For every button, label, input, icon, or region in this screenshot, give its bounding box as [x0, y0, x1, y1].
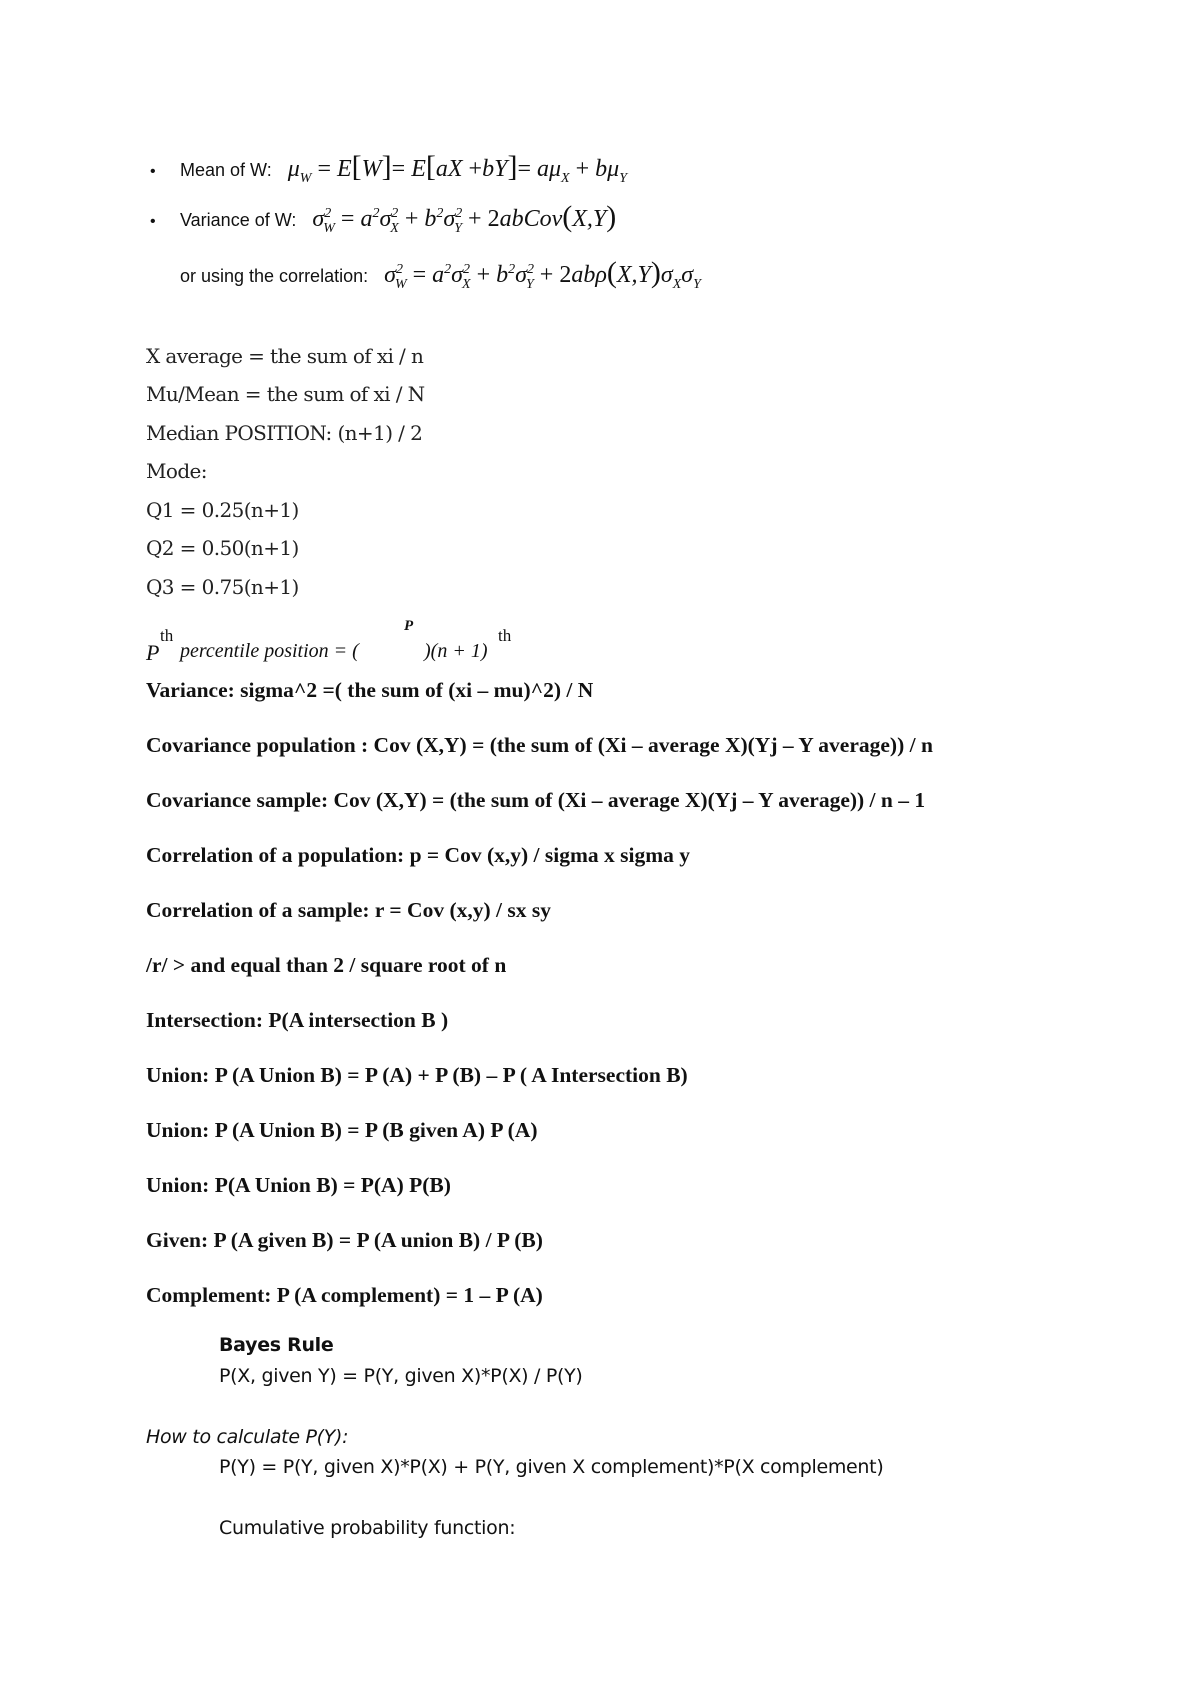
percentile-p: P — [146, 640, 160, 665]
correlation-label: or using the correlation: — [180, 266, 369, 286]
correlation-sample-line: Correlation of a sample: r = Cov (x,y) / sx sy — [146, 898, 551, 922]
variance-of-w-line — [150, 200, 616, 237]
percentile-th2: th — [498, 626, 512, 645]
how-to-calculate: How to calculate P(Y): — [146, 1426, 349, 1448]
complement-line: Complement: P (A complement) = 1 – P (A) — [146, 1283, 543, 1307]
union-line-3: Union: P(A Union B) = P(A) P(B) — [146, 1173, 451, 1197]
q2-line: Q2 = 0.50(n+1) — [146, 536, 299, 560]
percentile-close: )(n + 1) — [424, 640, 488, 662]
mean-line: Mu/Mean = the sum of xi / N — [146, 382, 425, 406]
median-line: Median POSITION: (n+1) / 2 — [146, 421, 423, 445]
q3-line: Q3 = 0.75(n+1) — [146, 575, 299, 599]
correlation-population-line: Correlation of a population: p = Cov (x,y) / sigma x sigma y — [146, 843, 690, 867]
correlation-formula: $\sigma^2_W = a^2\sigma^2_X + b^2\sigma^2_Y + 2ab\rho(X,Y)\sigma_X\sigma_Y$ — [384, 256, 701, 292]
correlation-formula-line — [180, 256, 701, 293]
given-line: Given: P (A given B) = P (A union B) / P (B) — [146, 1228, 543, 1252]
r-threshold-line: /r/ > and equal than 2 / square root of n — [146, 953, 507, 977]
variance-label: Variance of W: — [180, 210, 297, 230]
intersection-line: Intersection: P(A intersection B ) — [146, 1008, 449, 1032]
percentile-th: th — [160, 626, 174, 645]
variance-line: Variance: sigma^2 =( the sum of (xi – mu)^2) / N — [146, 678, 594, 702]
bayes-formula: P(X, given Y) = P(Y, given X)*P(X) / P(Y) — [219, 1365, 583, 1387]
union-line-2: Union: P (A Union B) = P (B given A) P (A) — [146, 1118, 538, 1142]
mode-line: Mode: — [146, 459, 207, 483]
covariance-population-line: Covariance population : Cov (X,Y) = (the sum of (Xi – average X)(Yj – Y average)) / n — [146, 733, 933, 757]
mean-of-w-line — [150, 150, 627, 187]
mean-label: Mean of W: — [180, 160, 272, 180]
bullet-icon: • — [150, 213, 156, 230]
x-average-line: X average = the sum of xi / n — [146, 344, 424, 368]
mean-formula: $\mu_W = E[W]= E[aX +bY]= a\mu_X + b\mu_Y$ — [287, 150, 627, 186]
q1-line: Q1 = 0.25(n+1) — [146, 498, 299, 522]
percentile-p-top: P — [404, 618, 414, 634]
py-formula: P(Y) = P(Y, given X)*P(X) + P(Y, given X complement)*P(X complement) — [219, 1456, 884, 1478]
bullet-icon: • — [150, 163, 156, 180]
percentile-formula — [146, 618, 746, 672]
percentile-label: percentile position = ( — [180, 640, 359, 662]
covariance-sample-line: Covariance sample: Cov (X,Y) = (the sum of (Xi – average X)(Yj – Y average)) / n – 1 — [146, 788, 926, 812]
variance-formula: $\sigma^2_W = a^2\sigma^2_X + b^2\sigma^2_Y$ + 2abCov(X,Y) — [312, 200, 617, 236]
cumulative-heading: Cumulative probability function: — [219, 1517, 516, 1539]
bayes-title: Bayes Rule — [219, 1334, 334, 1356]
union-line-1: Union: P (A Union B) = P (A) + P (B) – P ( A Intersection B) — [146, 1063, 688, 1087]
